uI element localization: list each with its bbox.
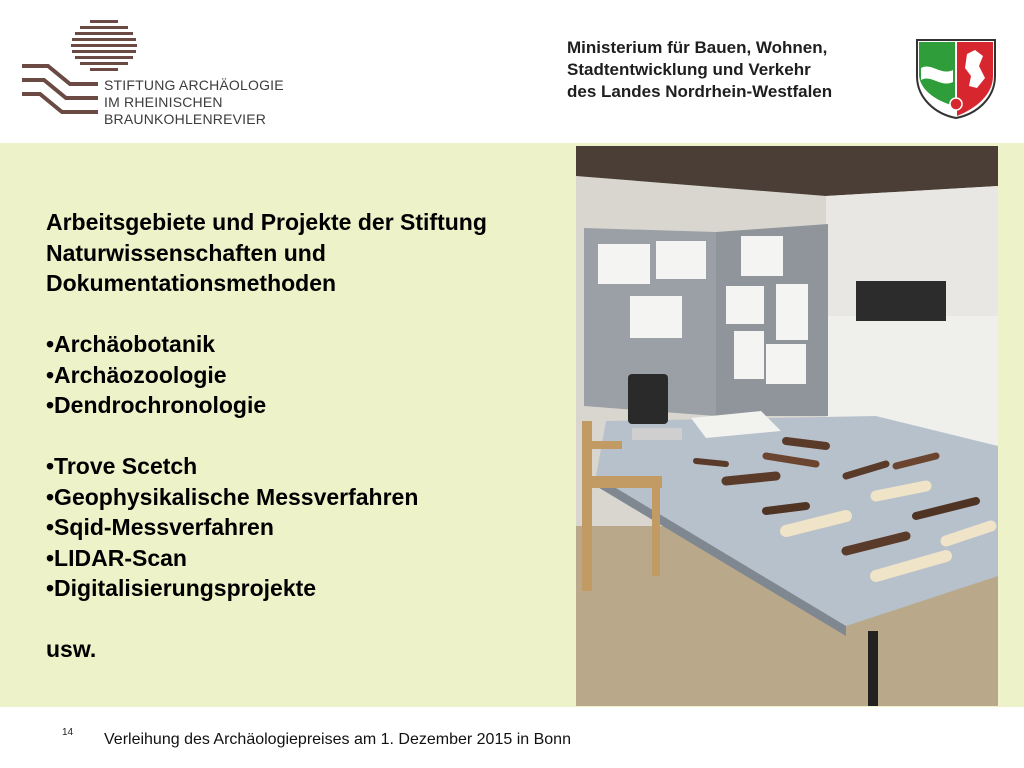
foundation-line-3: BRAUNKOHLENREVIER xyxy=(104,111,267,127)
foundation-line-1: STIFTUNG ARCHÄOLOGIE xyxy=(104,77,284,93)
list-item: •Archäobotanik xyxy=(46,331,216,357)
foundation-line-2: IM RHEINISCHEN xyxy=(104,94,223,110)
slide-content xyxy=(0,143,1024,707)
closing-text: usw. xyxy=(46,636,97,662)
slide-title-line-3: Dokumentationsmethoden xyxy=(46,270,337,296)
slide-text xyxy=(46,207,566,665)
ministry-line-1: Ministerium für Bauen, Wohnen, xyxy=(567,38,828,57)
page-number: 14 xyxy=(62,727,74,738)
footer-text: Verleihung des Archäologiepreises am 1. Dezember 2015 in Bonn xyxy=(104,731,571,748)
ministry-line-2: Stadtentwicklung und Verkehr xyxy=(567,60,811,79)
slide-header xyxy=(0,0,1024,143)
list-item: •Geophysikalische Messverfahren xyxy=(46,483,419,510)
nrw-coat-of-arms-icon xyxy=(913,36,999,120)
list-item: •LIDAR-Scan xyxy=(46,544,187,571)
list-item: •Digitalisierungsprojekte xyxy=(46,575,317,601)
list-item: •Archäozoologie xyxy=(46,361,227,388)
ministry-line-3: des Landes Nordrhein-Westfalen xyxy=(567,82,833,101)
list-item: •Trove Scetch xyxy=(46,453,198,479)
slide-title-line-2: Naturwissenschaften und xyxy=(46,239,326,266)
list-item: •Dendrochronologie xyxy=(46,392,267,418)
slide-title-line-1: Arbeitsgebiete und Projekte der Stiftung xyxy=(46,209,487,235)
slide-footer xyxy=(0,707,1024,768)
list-item: •Sqid-Messverfahren xyxy=(46,514,274,540)
foundation-name xyxy=(104,77,284,128)
exhibition-photo xyxy=(576,146,998,706)
ministry-name xyxy=(567,37,832,103)
